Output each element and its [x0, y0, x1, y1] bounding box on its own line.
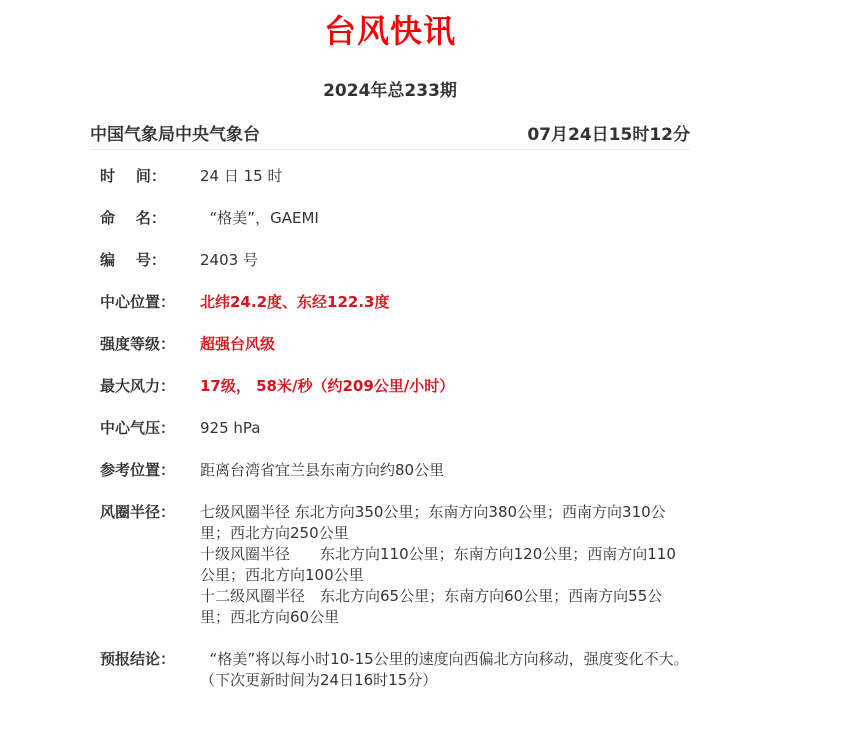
wind-radius-level10: 十级风圈半径 东北方向110公里；东南方向120公里；西南方向110公里；西北方向100公里 — [200, 545, 676, 584]
row-center-pressure — [100, 418, 690, 439]
wind-radius-level7: 七级风圈半径 东北方向350公里；东南方向380公里；西南方向310公里；西北方向250公里 — [200, 503, 666, 542]
publish-timestamp: 07月24日15时12分 — [527, 125, 690, 145]
forecast-text: “格美”将以每小时10-15公里的速度向西偏北方向移动，强度变化不大。 — [200, 650, 689, 668]
time-value: 24 日 15 时 — [200, 167, 283, 185]
time-label: 时 间： — [100, 167, 166, 185]
intensity-value: 超强台风级 — [200, 335, 276, 353]
issue-number: 2024年总233期 — [323, 81, 457, 101]
row-max-wind — [100, 376, 690, 397]
intensity-label: 强度等级： — [100, 335, 176, 353]
row-reference-position — [100, 460, 690, 481]
wind-radius-level12: 十二级风圈半径 东北方向65公里；东南方向60公里；西南方向55公里；西北方向60公里 — [200, 587, 663, 626]
next-update-text: （下次更新时间为24日16时15分） — [200, 671, 438, 689]
row-forecast — [100, 649, 690, 691]
page-title: 台风快讯 — [323, 12, 456, 50]
center-position-value: 北纬24.2度、东经122.3度 — [200, 293, 390, 311]
max-wind-value: 17级， 58米/秒（约209公里/小时） — [200, 377, 455, 395]
row-center-position — [100, 292, 690, 313]
wind-radius-value — [200, 502, 690, 628]
typhoon-details — [100, 166, 690, 712]
row-intensity — [100, 334, 690, 355]
max-wind-label: 最大风力： — [100, 377, 176, 395]
row-number — [100, 250, 690, 271]
wind-radius-label: 风圈半径： — [100, 503, 176, 521]
number-label: 编 号： — [100, 251, 166, 269]
center-position-label: 中心位置： — [100, 293, 176, 311]
agency-name: 中国气象局中央气象台 — [90, 125, 260, 145]
row-wind-radius — [100, 502, 690, 628]
forecast-label: 预报结论： — [100, 650, 176, 668]
reference-position-label: 参考位置： — [100, 461, 176, 479]
forecast-value — [200, 649, 690, 691]
reference-position-value: 距离台湾省宜兰县东南方向约80公里 — [200, 461, 445, 479]
number-value: 2403 号 — [200, 251, 258, 269]
center-pressure-value: 925 hPa — [200, 419, 261, 437]
row-name — [100, 208, 690, 229]
center-pressure-label: 中心气压： — [100, 419, 176, 437]
row-time — [100, 166, 690, 187]
name-value: “格美”，GAEMI — [200, 209, 319, 227]
name-label: 命 名： — [100, 209, 166, 227]
bulletin-header — [90, 120, 690, 150]
